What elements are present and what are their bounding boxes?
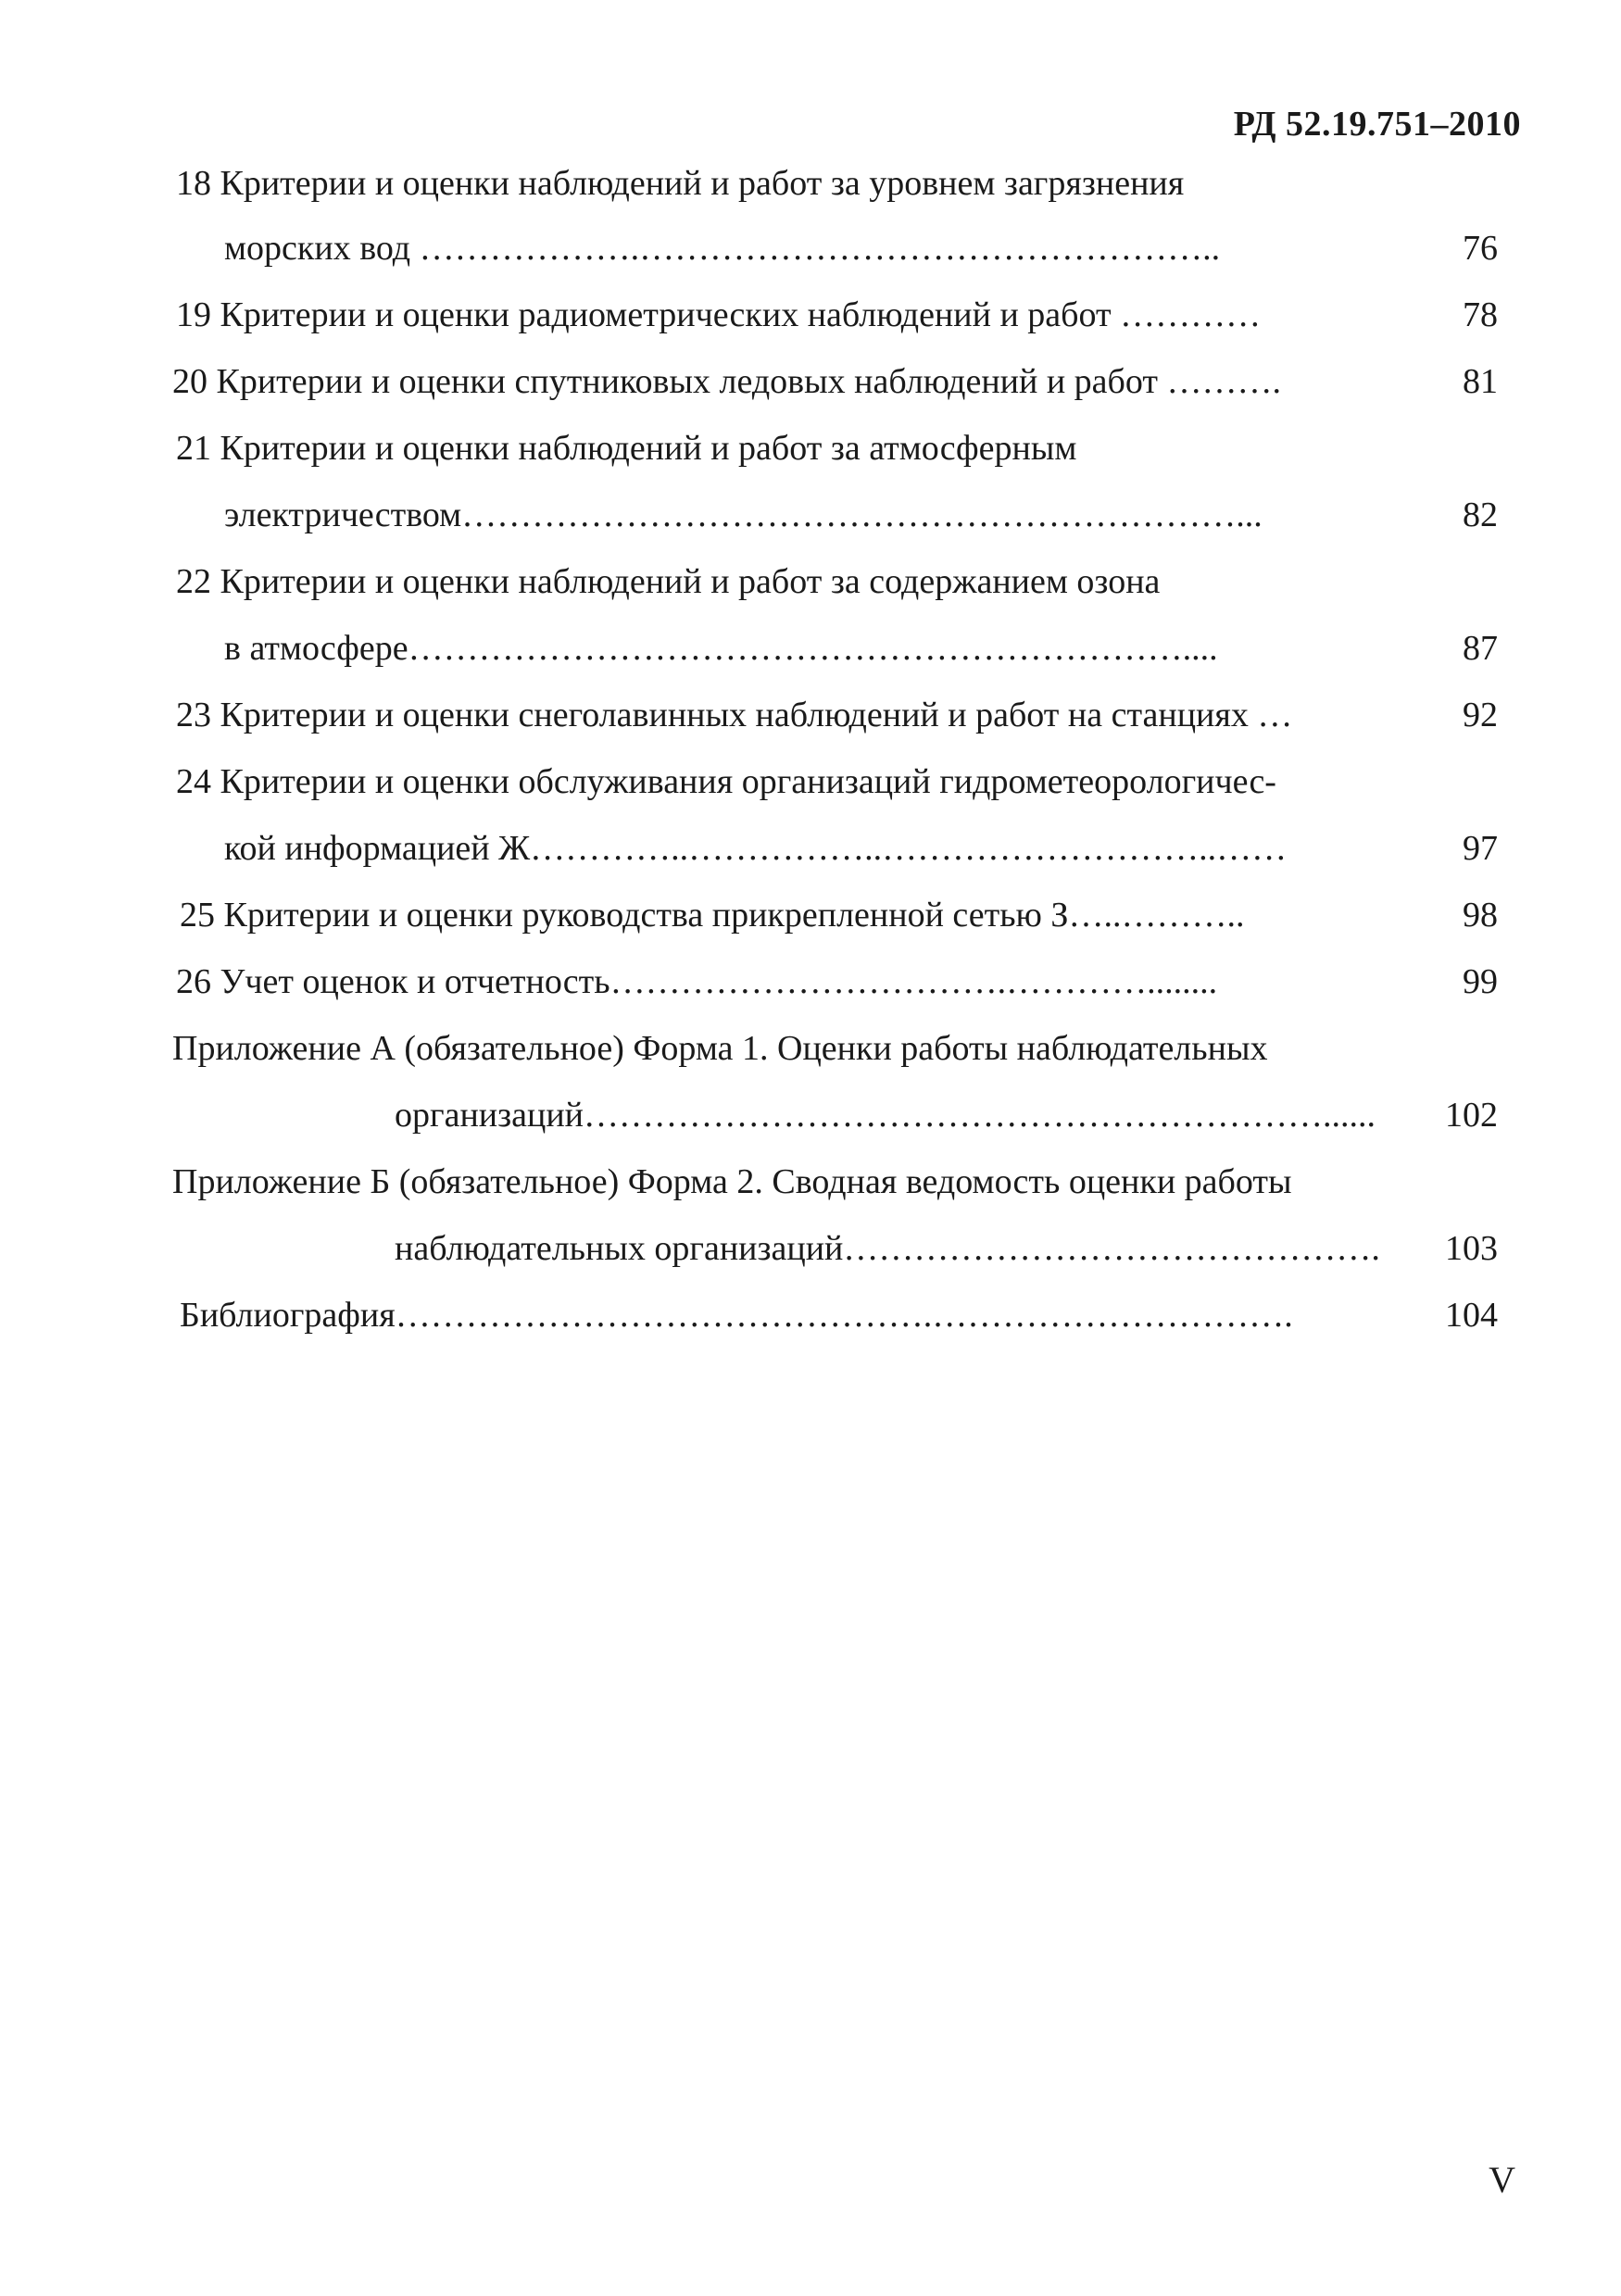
toc-appendix-a-continuation[interactable]: организаций………………………………………………………...... (395, 1096, 1376, 1135)
document-code: РД 52.19.751–2010 (1233, 105, 1521, 144)
toc-item-23-title[interactable]: 23 Критерии и оценки снеголавинных наблюдений и работ на станциях … (176, 696, 1293, 734)
toc-appendix-b-title[interactable]: Приложение Б (обязательное) Форма 2. Сводная ведомость оценки работы (172, 1162, 1292, 1201)
page-number: V (1489, 2159, 1515, 2201)
toc-item-24-title[interactable]: 24 Критерии и оценки обслуживания организаций гидрометеорологичес- (176, 762, 1276, 801)
toc-item-20-page: 81 (1463, 362, 1498, 401)
toc-appendix-b-continuation[interactable]: наблюдательных организаций………………………………………. (395, 1229, 1380, 1268)
toc-item-19-title[interactable]: 19 Критерии и оценки радиометрических наблюдений и работ ………… (176, 295, 1262, 334)
toc-appendix-b-page: 103 (1445, 1229, 1498, 1268)
toc-item-18-continuation[interactable]: морских вод ……………….………………………………………….. (224, 229, 1221, 268)
toc-appendix-a-title[interactable]: Приложение А (обязательное) Форма 1. Оценки работы наблюдательных (172, 1029, 1268, 1068)
toc-item-25-page: 98 (1463, 896, 1498, 935)
toc-item-26-title[interactable]: 26 Учет оценок и отчетность…………………………….…………........ (176, 962, 1218, 1001)
toc-item-22-page: 87 (1463, 629, 1498, 668)
toc-item-24-page: 97 (1463, 829, 1498, 868)
toc-item-22-title[interactable]: 22 Критерии и оценки наблюдений и работ за содержанием озона (176, 562, 1161, 601)
toc-bibliography-page: 104 (1445, 1296, 1498, 1335)
toc-item-21-title[interactable]: 21 Критерии и оценки наблюдений и работ за атмосферным (176, 429, 1077, 468)
toc-item-21-continuation[interactable]: электричеством…………………………………………………………... (224, 496, 1263, 534)
toc-item-25-title[interactable]: 25 Критерии и оценки руководства прикрепленной сетью З…..……….. (180, 896, 1245, 935)
toc-item-26-page: 99 (1463, 962, 1498, 1001)
toc-bibliography-title[interactable]: Библиография……………………………………….…………………………. (180, 1296, 1293, 1335)
toc-item-18-title[interactable]: 18 Критерии и оценки наблюдений и работ за уровнем загрязнения (176, 164, 1185, 203)
toc-item-21-page: 82 (1463, 496, 1498, 534)
toc-item-24-continuation[interactable]: кой информацией Ж…………..……………..………………………..…… (224, 829, 1288, 868)
toc-appendix-a-page: 102 (1445, 1096, 1498, 1135)
toc-item-23-page: 92 (1463, 696, 1498, 734)
toc-item-22-continuation[interactable]: в атмосфере………………………………………………………….... (224, 629, 1218, 668)
toc-item-19-page: 78 (1463, 295, 1498, 334)
toc-item-20-title[interactable]: 20 Критерии и оценки спутниковых ледовых наблюдений и работ ………. (172, 362, 1281, 401)
toc-item-18-page: 76 (1463, 229, 1498, 268)
